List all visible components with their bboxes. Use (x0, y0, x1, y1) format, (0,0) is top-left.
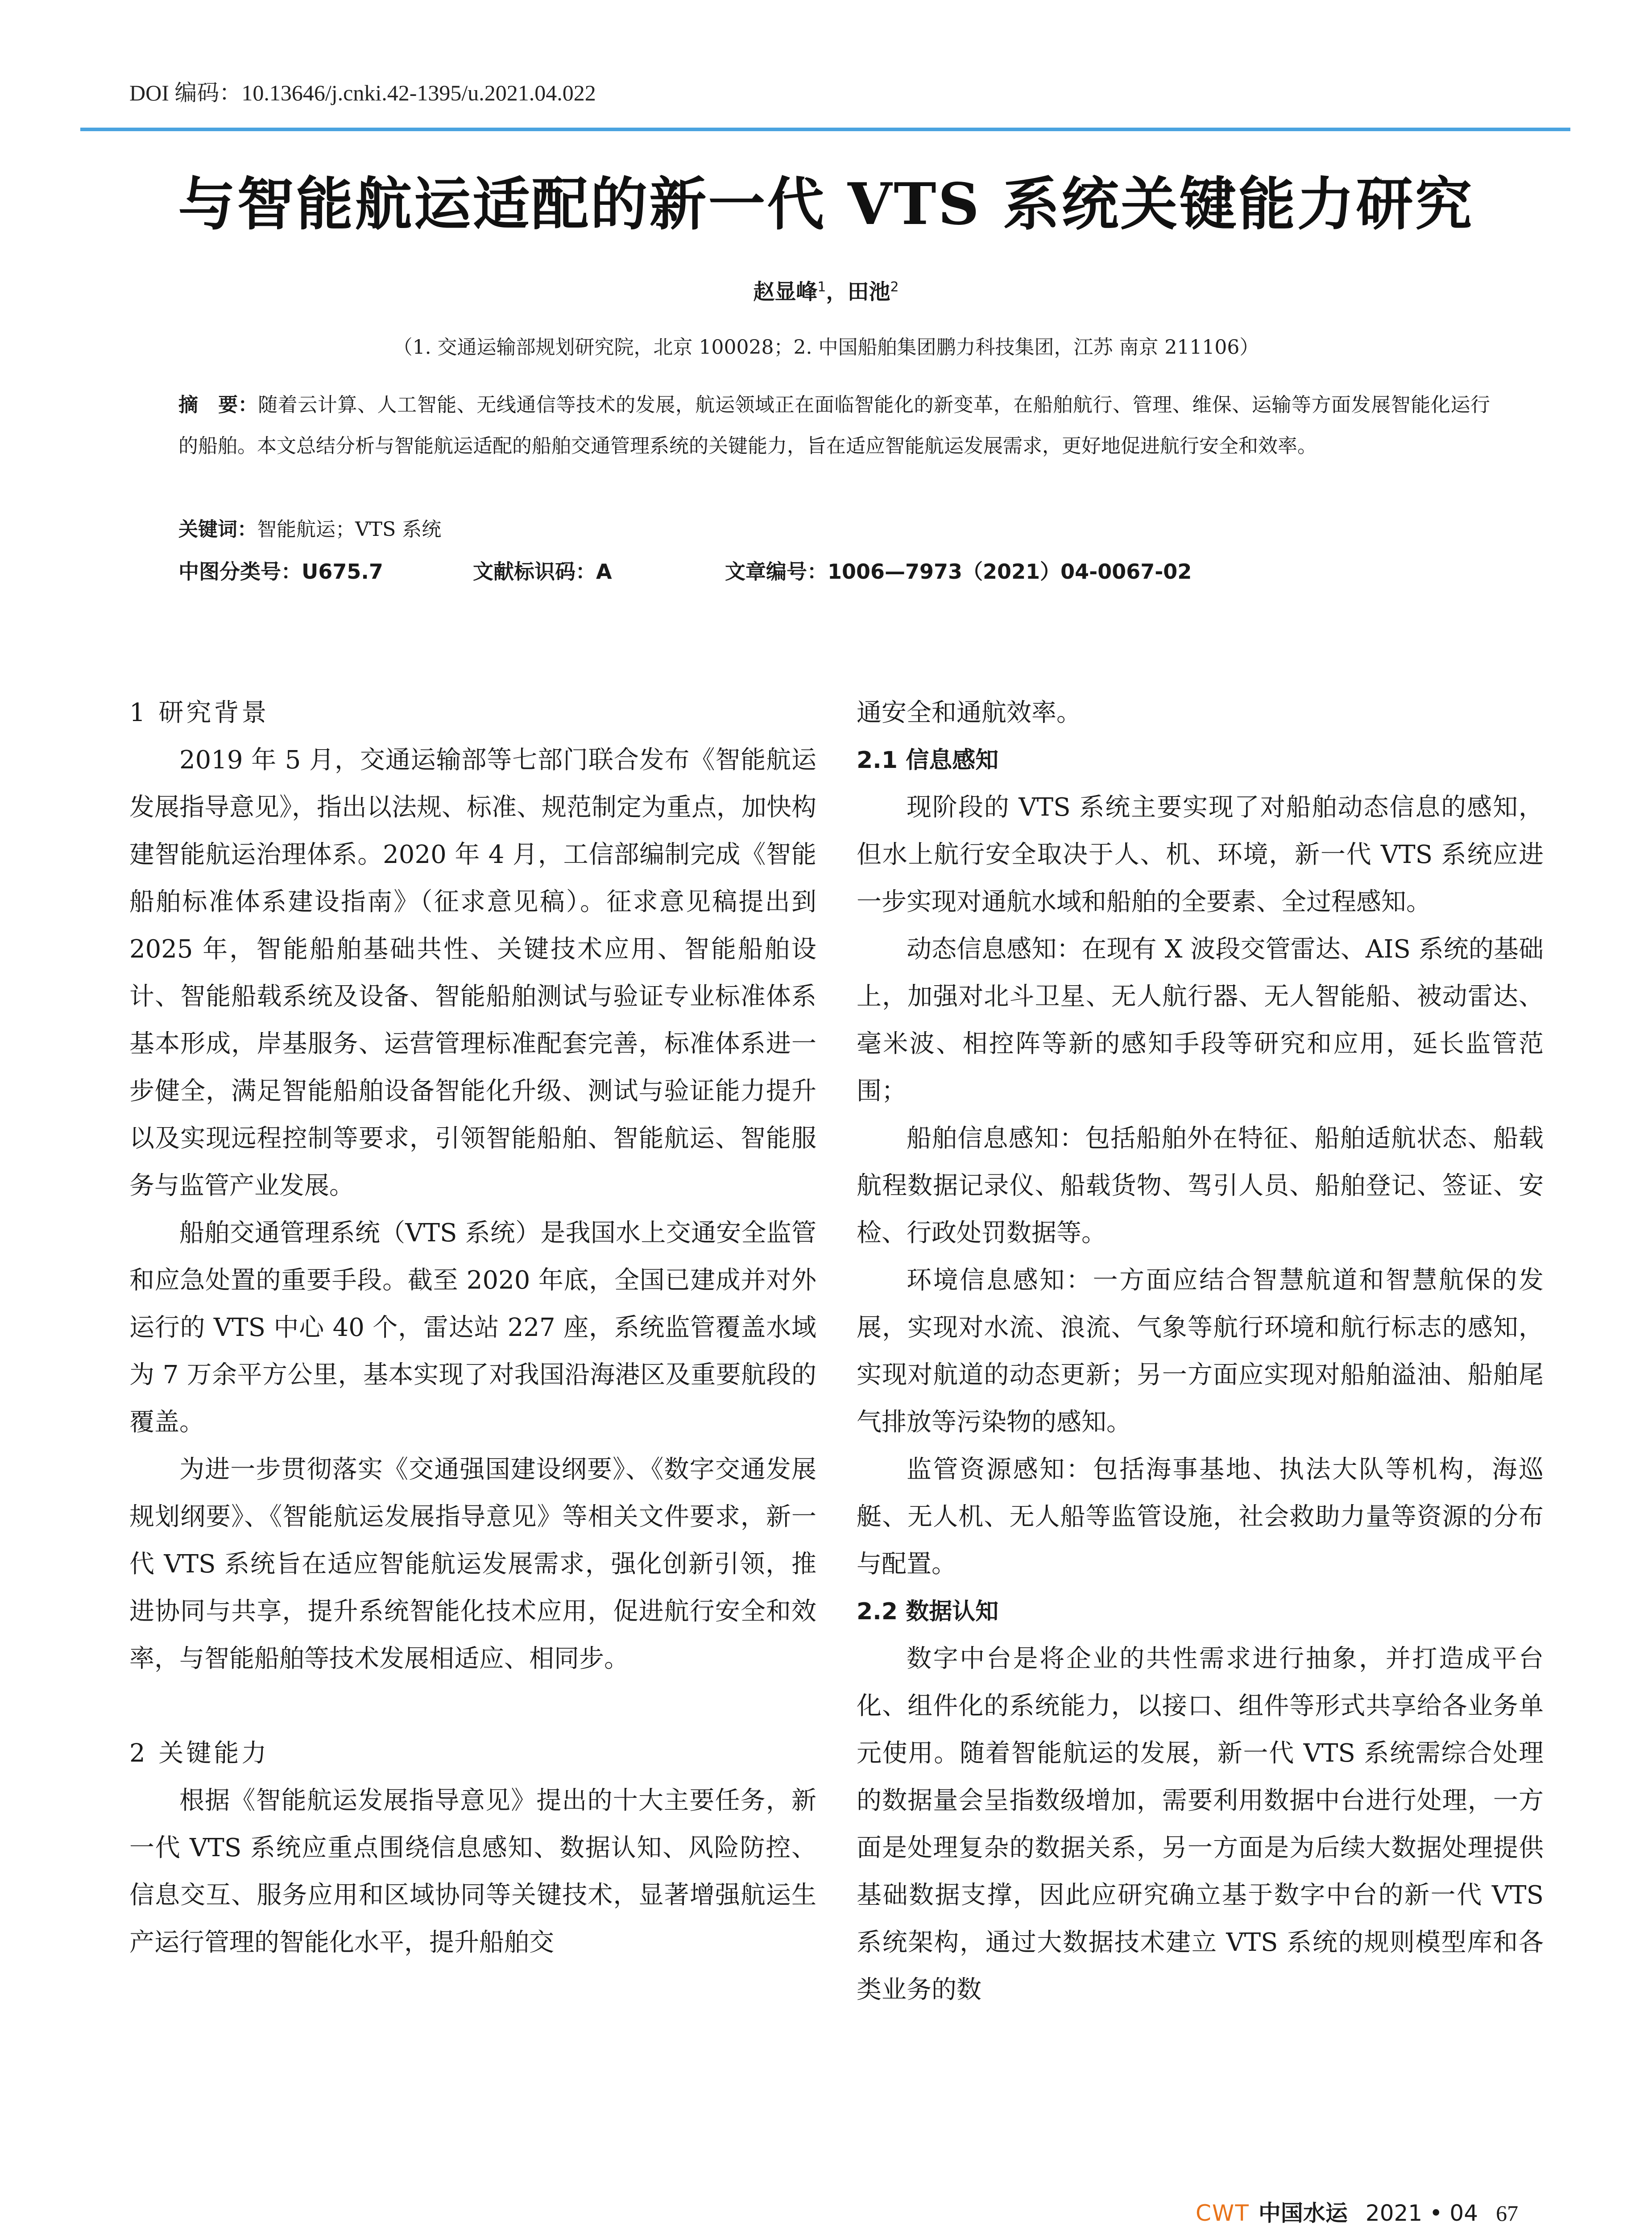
paragraph-continuation: 通安全和通航效率。 (857, 698, 1081, 727)
paper-title: 与智能航运适配的新一代 VTS 系统关键能力研究 (178, 171, 1474, 238)
journal-name: 中国水运 (1258, 2200, 1348, 2226)
affiliations: （1. 交通运输部规划研究院，北京 100028；2. 中国船舶集团鹏力科技集团，江苏 南京 211106） (393, 336, 1259, 359)
page-footer (1196, 2195, 1518, 2227)
article-number (725, 556, 1192, 585)
paragraph: 2019 年 5 月，交通运输部等七部门联合发布《智能航运发展指导意见》，指出以法规、标准、规范制定为重点，加快构建智能航运治理体系。2020 年 4 月，工信部编制完成《智能船舶标准体系建设指南》（征求意见稿）。征求意见稿提出到 2025 年，智能船舶基础共性、关键技术应用、智能船舶设计、智能船载系统及设备、智能船舶测试与验证专业标准体系基本形成，岸基服务、运营管理标准配套完善，标准体系进一步健全，满足智能船舶设备智能化升级、测试与验证能力提升以及实现远程控制等要求，引领智能船舶、智能航运、智能服务与监管产业发展。 (129, 746, 816, 1200)
author-line (0, 274, 1652, 305)
author-name: 赵显峰 (753, 279, 818, 304)
author-name: 田池 (847, 279, 890, 304)
clc-label: 中图分类号： (178, 560, 302, 584)
clc-value: U675.7 (302, 560, 383, 584)
page-number: 67 (1496, 2201, 1519, 2226)
doc-label: 文献标识码： (473, 560, 596, 584)
section-heading-1: 1 研究背景 (129, 698, 269, 727)
author-affil-mark: 2 (890, 279, 899, 295)
abstract (178, 385, 1490, 467)
article-value: 1006—7973（2021）04-0067-02 (828, 560, 1192, 584)
paragraph: 监管资源感知：包括海事基地、执法大队等机构，海巡艇、无人机、无人船等监管设施，社会救助力量等资源的分布与配置。 (857, 1455, 1544, 1579)
doi-label: DOI 编码： (129, 80, 242, 105)
doc-value: A (596, 560, 612, 584)
header-rule (80, 128, 1570, 131)
subsection-heading-2-2: 2.2 数据认知 (857, 1598, 999, 1625)
abstract-text: 随着云计算、人工智能、无线通信等技术的发展，航运领域正在面临智能化的新变革，在船舶航行、管理、维保、运输等方面发展智能化运行的船舶。本文总结分析与智能航运适配的船舶交通管理系统的关键能力，旨在适应智能航运发展需求，更好地促进航行安全和效率。 (178, 394, 1490, 457)
issue-number: 2021 • 04 (1365, 2200, 1478, 2226)
author-separator: ， (826, 279, 848, 304)
doi-value: 10.13646/j.cnki.42-1395/u.2021.04.022 (241, 80, 596, 105)
keywords-text: 智能航运；VTS 系统 (257, 518, 442, 541)
paragraph: 现阶段的 VTS 系统主要实现了对船舶动态信息的感知，但水上航行安全取决于人、机、环境，新一代 VTS 系统应进一步实现对通航水域和船舶的全要素、全过程感知。 (857, 793, 1544, 916)
subsection-heading-2-1: 2.1 信息感知 (857, 747, 999, 774)
journal-brand: CWT (1196, 2200, 1250, 2226)
keywords (178, 513, 441, 542)
body-column-left (129, 689, 816, 1966)
paragraph: 动态信息感知：在现有 X 波段交管雷达、AIS 系统的基础上，加强对北斗卫星、无人航行器、无人智能船、被动雷达、毫米波、相控阵等新的感知手段等研究和应用，延长监管范围； (857, 935, 1544, 1106)
paragraph: 环境信息感知：一方面应结合智慧航道和智慧航保的发展，实现对水流、浪流、气象等航行环境和航行标志的感知，实现对航道的动态更新；另一方面应实现对船舶溢油、船舶尾气排放等污染物的感知。 (857, 1266, 1544, 1437)
article-label: 文章编号： (725, 560, 828, 584)
clc-number (178, 556, 383, 585)
paragraph: 数字中台是将企业的共性需求进行抽象，并打造成平台化、组件化的系统能力，以接口、组件等形式共享给各业务单元使用。随着智能航运的发展，新一代 VTS 系统需综合处理的数据量会呈指数级增加，需要利用数据中台进行处理，一方面是处理复杂的数据关系，另一方面是为后续大数据处理提供基础数据支撑，因此应研究确立基于数字中台的新一代 VTS 系统架构，通过大数据技术建立 VTS 系统的规则模型库和各类业务的数 (857, 1644, 1544, 2004)
doc-code (473, 556, 612, 585)
paragraph: 船舶交通管理系统（VTS 系统）是我国水上交通安全监管和应急处置的重要手段。截至 2020 年底，全国已建成并对外运行的 VTS 中心 40 个，雷达站 227 座，系统监管覆盖水域为 7 万余平方公里，基本实现了对我国沿海港区及重要航段的覆盖。 (129, 1219, 816, 1437)
paragraph: 为进一步贯彻落实《交通强国建设纲要》、《数字交通发展规划纲要》、《智能航运发展指导意见》等相关文件要求，新一代 VTS 系统旨在适应智能航运发展需求，强化创新引领，推进协同与共享，提升系统智能化技术应用，促进航行安全和效率，与智能船舶等技术发展相适应、相同步。 (129, 1455, 816, 1673)
paragraph: 根据《智能航运发展指导意见》提出的十大主要任务，新一代 VTS 系统应重点围绕信息感知、数据认知、风险防控、信息交互、服务应用和区域协同等关键技术，显著增强航运生产运行管理的智能化水平，提升船舶交 (129, 1786, 816, 1957)
paragraph: 船舶信息感知：包括船舶外在特征、船舶适航状态、船载航程数据记录仪、船载货物、驾引人员、船舶登记、签证、安检、行政处罚数据等。 (857, 1124, 1544, 1248)
abstract-label: 摘 要： (178, 394, 258, 416)
author-affil-mark: 1 (817, 279, 826, 295)
body-column-right (857, 689, 1544, 2014)
keywords-label: 关键词： (178, 518, 257, 541)
doi-line (129, 75, 596, 107)
section-heading-2: 2 关键能力 (129, 1739, 269, 1768)
